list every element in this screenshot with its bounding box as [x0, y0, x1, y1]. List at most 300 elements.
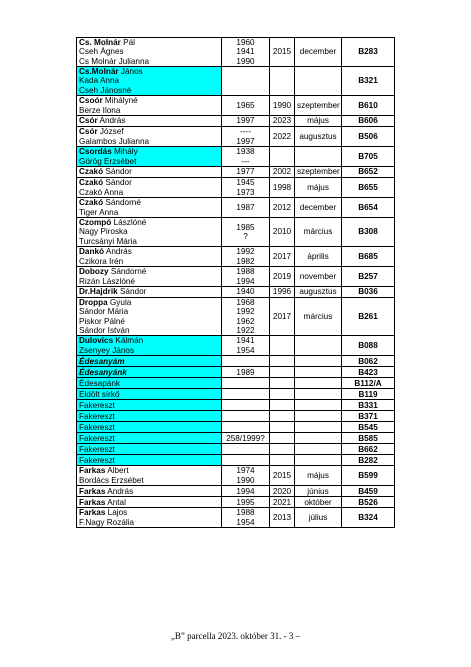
- death-year-cell: 2019: [270, 267, 295, 287]
- given-name: Sándorné: [108, 267, 147, 277]
- given-name: Lászlóné: [111, 218, 147, 228]
- name-line: [79, 412, 219, 421]
- name-line: [79, 147, 219, 156]
- name-cell: [77, 378, 222, 389]
- name-line: [79, 357, 219, 366]
- burial-register-table: [76, 37, 395, 528]
- month-cell: június: [295, 486, 342, 497]
- name-line: [79, 434, 219, 443]
- year-cell: [222, 411, 270, 422]
- name-line: [79, 287, 219, 296]
- year-value: 1965: [236, 100, 255, 110]
- table-row: [77, 67, 395, 96]
- grave-code-cell: B685: [342, 247, 395, 267]
- surname: Cs.Molnár: [79, 67, 119, 77]
- given-name: Rizán Lászlóné: [79, 276, 135, 286]
- name-cell: [77, 497, 222, 508]
- name-cell: [77, 433, 222, 444]
- year-value: 1977: [236, 167, 255, 177]
- year-cell: [222, 336, 270, 356]
- death-year-cell: 1990: [270, 96, 295, 116]
- year-cell: [222, 444, 270, 455]
- name-cell: [77, 96, 222, 116]
- grave-code-cell: B324: [342, 508, 395, 528]
- year-cell: [222, 466, 270, 486]
- name-line: [79, 178, 219, 187]
- table-row: [77, 411, 395, 422]
- surname: Dobozy: [79, 267, 109, 277]
- table-row: [77, 116, 395, 127]
- name-line: [79, 86, 219, 95]
- name-cell: [77, 389, 222, 400]
- month-cell: augusztus: [295, 127, 342, 147]
- surname: Farkas: [79, 486, 106, 496]
- death-year-cell: [270, 422, 295, 433]
- surname: Cs. Molnár: [79, 38, 121, 48]
- month-cell: március: [295, 298, 342, 336]
- grave-code-cell: B662: [342, 444, 395, 455]
- table-row: [77, 218, 395, 247]
- name-cell: [77, 298, 222, 336]
- given-name: Cseh Ágnes: [79, 47, 124, 57]
- year-value: 1954: [236, 517, 255, 527]
- name-line: [79, 476, 219, 485]
- given-name: Sándorné: [103, 198, 141, 208]
- given-name: Sándor István: [79, 325, 130, 335]
- given-name: Albert: [105, 466, 129, 476]
- death-year-cell: 1996: [270, 287, 295, 298]
- given-name: Cs Molnár Julianna: [79, 56, 150, 66]
- name-line: [79, 127, 219, 136]
- year-cell: [222, 67, 270, 96]
- death-year-cell: 2002: [270, 167, 295, 178]
- name-line: [79, 38, 219, 47]
- year-cell: [222, 400, 270, 411]
- table-row: [77, 247, 395, 267]
- surname: Dr.Hajdrik: [79, 287, 118, 297]
- name-line: [79, 57, 219, 66]
- surname: Czakó: [79, 167, 104, 177]
- death-year-cell: [270, 147, 295, 167]
- register-body: [77, 38, 395, 528]
- month-cell: szeptember: [295, 96, 342, 116]
- surname: Farkas: [79, 497, 106, 507]
- given-name: Kálmán: [113, 336, 144, 346]
- year-cell: [222, 267, 270, 287]
- grave-code-cell: B257: [342, 267, 395, 287]
- given-name: András: [104, 247, 132, 257]
- grave-code-cell: B599: [342, 466, 395, 486]
- given-name: Kada Anna: [79, 76, 120, 86]
- name-line: [79, 67, 219, 76]
- death-year-cell: 2012: [270, 198, 295, 218]
- year-value: 1988: [236, 267, 255, 277]
- surname: Czakó: [79, 198, 104, 208]
- grave-code-cell: B308: [342, 218, 395, 247]
- year-value: 1992: [236, 247, 255, 257]
- death-year-cell: [270, 378, 295, 389]
- year-value: 1988: [236, 508, 255, 518]
- year-cell: [222, 178, 270, 198]
- year-value: 258/1999?: [226, 433, 265, 443]
- year-cell: [222, 116, 270, 127]
- month-cell: május: [295, 466, 342, 486]
- table-row: [77, 400, 395, 411]
- grave-code-cell: B282: [342, 455, 395, 466]
- given-name: Piskor Pálné: [79, 316, 125, 326]
- year-value: 1922: [236, 325, 255, 335]
- year-value: 1997: [236, 116, 255, 126]
- name-line: [79, 518, 219, 527]
- month-cell: július: [295, 508, 342, 528]
- given-name: András: [97, 116, 126, 126]
- name-line: [79, 76, 219, 85]
- surname: Csór: [79, 127, 98, 137]
- given-name: Tiger Anna: [79, 207, 119, 217]
- given-name: Turcsányi Mária: [79, 236, 137, 246]
- grave-code-cell: B371: [342, 411, 395, 422]
- surname: Droppa: [79, 298, 108, 307]
- name-line: [79, 167, 219, 176]
- year-cell: [222, 378, 270, 389]
- year-value: ----: [240, 127, 251, 137]
- table-row: [77, 298, 395, 336]
- surname: Dulovics: [79, 336, 114, 346]
- grave-code-cell: B506: [342, 127, 395, 147]
- name-line: [79, 227, 219, 236]
- year-cell: [222, 167, 270, 178]
- given-name: András: [105, 486, 134, 496]
- table-row: [77, 127, 395, 147]
- name-line: [79, 445, 219, 454]
- name-line: [79, 498, 219, 507]
- table-row: [77, 455, 395, 466]
- name-line: [79, 466, 219, 475]
- name-cell: [77, 198, 222, 218]
- death-year-cell: 2017: [270, 247, 295, 267]
- surname: Csoór: [79, 96, 103, 106]
- given-name: Cseh Jánosné: [79, 85, 132, 95]
- year-value: 1945: [236, 178, 255, 188]
- year-value: 1968: [236, 298, 255, 307]
- year-value: 1995: [236, 497, 255, 507]
- year-value: 1990: [236, 56, 255, 66]
- death-year-cell: 2015: [270, 466, 295, 486]
- year-cell: [222, 356, 270, 367]
- death-year-cell: [270, 455, 295, 466]
- given-name: Gyula: [107, 298, 132, 307]
- death-year-cell: 2021: [270, 497, 295, 508]
- given-name: Sándor: [117, 287, 147, 297]
- name-line: [79, 307, 219, 316]
- year-value: 1938: [236, 147, 255, 157]
- name-cell: [77, 486, 222, 497]
- table-row: [77, 287, 395, 298]
- name-line: [79, 257, 219, 266]
- given-name: Sándor Mária: [79, 307, 129, 317]
- table-row: [77, 167, 395, 178]
- year-cell: [222, 198, 270, 218]
- given-name: Sándor: [103, 178, 132, 188]
- name-line: [79, 157, 219, 166]
- table-row: [77, 356, 395, 367]
- grave-code-cell: B112/A: [342, 378, 395, 389]
- month-cell: [295, 147, 342, 167]
- given-name: Zsenyey János: [79, 345, 135, 355]
- month-cell: [295, 400, 342, 411]
- grave-code-cell: B331: [342, 400, 395, 411]
- grave-code-cell: B036: [342, 287, 395, 298]
- year-cell: [222, 298, 270, 336]
- given-name: F.Nagy Rozália: [79, 517, 135, 527]
- death-year-cell: [270, 444, 295, 455]
- name-cell: [77, 508, 222, 528]
- death-year-cell: [270, 336, 295, 356]
- year-cell: [222, 38, 270, 67]
- surname: Farkas: [79, 508, 106, 518]
- month-cell: március: [295, 218, 342, 247]
- year-value: ---: [241, 156, 250, 166]
- name-line: [79, 218, 219, 227]
- grave-code-cell: B423: [342, 367, 395, 378]
- name-line: [79, 390, 219, 399]
- name-line: [79, 456, 219, 465]
- given-name: Czakó Anna: [79, 187, 124, 197]
- given-name: Eldölt sírkő: [79, 389, 120, 399]
- name-line: [79, 326, 219, 335]
- month-cell: október: [295, 497, 342, 508]
- name-line: [79, 336, 219, 345]
- year-cell: [222, 367, 270, 378]
- table-row: [77, 267, 395, 287]
- death-year-cell: [270, 411, 295, 422]
- year-value: 1941: [236, 47, 255, 57]
- given-name: Fakereszt: [79, 433, 115, 443]
- month-cell: december: [295, 198, 342, 218]
- given-name: Fakereszt: [79, 411, 115, 421]
- name-line: [79, 47, 219, 56]
- name-line: [79, 106, 219, 115]
- name-cell: [77, 147, 222, 167]
- given-name: Bordács Erzsébet: [79, 475, 144, 485]
- year-value: 1997: [236, 136, 255, 146]
- month-cell: november: [295, 267, 342, 287]
- table-row: [77, 336, 395, 356]
- year-cell: [222, 147, 270, 167]
- table-row: [77, 38, 395, 67]
- name-line: [79, 346, 219, 355]
- name-line: [79, 368, 219, 377]
- table-row: [77, 96, 395, 116]
- month-cell: május: [295, 116, 342, 127]
- page-footer: „B” parcella 2023. október 31. - 3 –: [170, 631, 301, 641]
- year-value: 1990: [236, 475, 255, 485]
- grave-code-cell: B062: [342, 356, 395, 367]
- death-year-cell: 1998: [270, 178, 295, 198]
- table-row: [77, 147, 395, 167]
- month-cell: augusztus: [295, 287, 342, 298]
- name-cell: [77, 336, 222, 356]
- year-cell: [222, 96, 270, 116]
- given-name: Fakereszt: [79, 444, 115, 454]
- table-row: [77, 389, 395, 400]
- surname: Csordás: [79, 147, 112, 157]
- month-cell: május: [295, 178, 342, 198]
- name-line: [79, 247, 219, 256]
- month-cell: [295, 433, 342, 444]
- table-row: [77, 486, 395, 497]
- year-value: 1974: [236, 466, 255, 476]
- name-line: [79, 188, 219, 197]
- year-cell: [222, 127, 270, 147]
- year-value: 1982: [236, 256, 255, 266]
- month-cell: [295, 67, 342, 96]
- year-value: ?: [243, 232, 248, 241]
- month-cell: [295, 455, 342, 466]
- name-line: [79, 137, 219, 146]
- surname: Édesanyám: [79, 356, 125, 366]
- name-line: [79, 423, 219, 432]
- death-year-cell: 2010: [270, 218, 295, 247]
- surname: Édesanyánk: [79, 367, 127, 377]
- name-line: [79, 317, 219, 326]
- given-name: Antal: [105, 497, 126, 507]
- grave-code-cell: B654: [342, 198, 395, 218]
- given-name: Sándor: [103, 167, 132, 177]
- surname: Csór: [79, 116, 98, 126]
- name-line: [79, 208, 219, 217]
- year-value: 1954: [236, 345, 255, 355]
- name-cell: [77, 356, 222, 367]
- month-cell: [295, 422, 342, 433]
- death-year-cell: [270, 389, 295, 400]
- given-name: Görög Erzsébet: [79, 156, 137, 166]
- death-year-cell: 2023: [270, 116, 295, 127]
- given-name: Czikora Irén: [79, 256, 124, 266]
- table-row: [77, 178, 395, 198]
- given-name: Pál: [120, 38, 135, 48]
- grave-code-cell: B119: [342, 389, 395, 400]
- grave-code-cell: B261: [342, 298, 395, 336]
- death-year-cell: [270, 400, 295, 411]
- year-value: 1994: [236, 486, 255, 496]
- grave-code-cell: B705: [342, 147, 395, 167]
- grave-code-cell: B585: [342, 433, 395, 444]
- name-line: [79, 298, 219, 307]
- name-cell: [77, 167, 222, 178]
- name-line: [79, 198, 219, 207]
- year-value: 1987: [236, 202, 255, 212]
- year-value: 1994: [236, 276, 255, 286]
- table-row: [77, 497, 395, 508]
- name-line: [79, 116, 219, 125]
- year-value: 1960: [236, 38, 255, 48]
- name-line: [79, 379, 219, 388]
- year-value: 1973: [236, 187, 255, 197]
- surname: Dankó: [79, 247, 105, 257]
- year-cell: [222, 508, 270, 528]
- year-cell: [222, 497, 270, 508]
- given-name: János: [118, 67, 143, 77]
- month-cell: [295, 378, 342, 389]
- table-row: [77, 367, 395, 378]
- given-name: Mihály: [111, 147, 138, 157]
- name-cell: [77, 455, 222, 466]
- given-name: Édesapánk: [79, 378, 120, 388]
- year-value: 1992: [236, 307, 255, 317]
- name-cell: [77, 218, 222, 247]
- surname: Czakó: [79, 178, 104, 188]
- name-cell: [77, 116, 222, 127]
- month-cell: április: [295, 247, 342, 267]
- death-year-cell: [270, 67, 295, 96]
- name-cell: [77, 267, 222, 287]
- year-cell: [222, 422, 270, 433]
- death-year-cell: 2013: [270, 508, 295, 528]
- grave-code-cell: B459: [342, 486, 395, 497]
- name-cell: [77, 367, 222, 378]
- month-cell: december: [295, 38, 342, 67]
- grave-code-cell: B652: [342, 167, 395, 178]
- surname: Czompó: [79, 218, 112, 228]
- name-line: [79, 508, 219, 517]
- table-row: [77, 422, 395, 433]
- year-cell: [222, 389, 270, 400]
- year-value: 1940: [236, 287, 255, 297]
- month-cell: [295, 356, 342, 367]
- table-row: [77, 433, 395, 444]
- given-name: Lajos: [105, 508, 128, 518]
- name-cell: [77, 422, 222, 433]
- year-cell: [222, 247, 270, 267]
- name-line: [79, 96, 219, 105]
- surname: Farkas: [79, 466, 106, 476]
- year-cell: [222, 287, 270, 298]
- table-row: [77, 508, 395, 528]
- name-cell: [77, 127, 222, 147]
- grave-code-cell: B526: [342, 497, 395, 508]
- year-value: 1962: [236, 316, 255, 326]
- grave-code-cell: B610: [342, 96, 395, 116]
- year-cell: [222, 433, 270, 444]
- year-cell: [222, 486, 270, 497]
- table-row: [77, 466, 395, 486]
- year-cell: [222, 455, 270, 466]
- table-row: [77, 198, 395, 218]
- name-line: [79, 237, 219, 246]
- death-year-cell: [270, 367, 295, 378]
- month-cell: [295, 411, 342, 422]
- death-year-cell: [270, 356, 295, 367]
- given-name: József: [97, 127, 124, 137]
- grave-code-cell: B655: [342, 178, 395, 198]
- name-line: [79, 267, 219, 276]
- name-cell: [77, 38, 222, 67]
- given-name: Fakereszt: [79, 422, 115, 432]
- death-year-cell: 2015: [270, 38, 295, 67]
- year-value: 1985: [236, 222, 255, 232]
- name-cell: [77, 411, 222, 422]
- year-value: 1941: [236, 336, 255, 346]
- grave-code-cell: B088: [342, 336, 395, 356]
- given-name: Mihályné: [102, 96, 138, 106]
- name-cell: [77, 400, 222, 411]
- table-row: [77, 378, 395, 389]
- year-value: 1989: [236, 367, 255, 377]
- grave-code-cell: B545: [342, 422, 395, 433]
- death-year-cell: [270, 433, 295, 444]
- name-line: [79, 487, 219, 496]
